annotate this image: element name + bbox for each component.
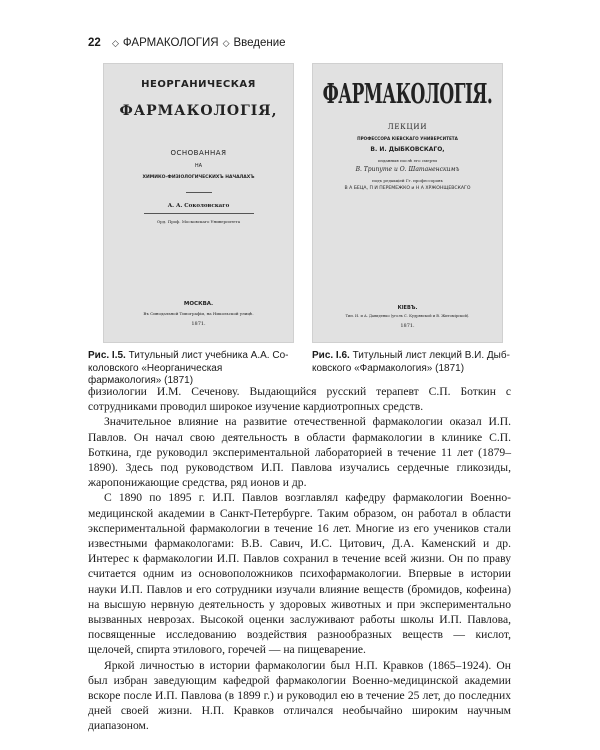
figure-caption-right: [312, 350, 512, 375]
plate-line3: ОСНОВАННАЯ: [170, 149, 227, 157]
plate-divider: [144, 213, 254, 214]
plate-city: МОСКВА.: [183, 301, 214, 307]
plate-press: Тип. И. и А. Давиденко (уголъ С. Кудрявской и В. Житомірской).: [345, 314, 470, 318]
plate-professors: В А БЕЦА, П И ПЕРЕМЕЖКО и Н А ХРЖОНЩЕВСКАГО: [344, 186, 471, 191]
caption-label: Рис. I.5.: [88, 350, 126, 361]
plate-line3: ПРОФЕССОРА КІЕВСКАГО УНИВЕРСИТЕТА: [357, 136, 458, 141]
diamond-icon: ◇: [112, 38, 119, 48]
plate-line4: НА: [194, 163, 203, 169]
plate-title-line2: ФАРМАКОЛОГІЯ,: [119, 103, 278, 119]
plate-line5: изданныя послѣ его смерти: [378, 158, 437, 163]
plate-title: ФАРМАКОЛОГІЯ.: [322, 78, 493, 111]
running-header: [88, 37, 286, 49]
plate-author: В. И. ДЫБКОВСКАГО,: [370, 146, 445, 153]
paragraph: физиологии И.М. Сеченову. Выдающийся русский терапевт С.П. Боткин с сотрудниками проводил широкое изучение кардиотропных средств.: [88, 385, 511, 414]
title-page-image-right: [312, 63, 503, 343]
paragraph: Яркой личностью в истории фармакологии был Н.П. Кравков (1865–1924). Он был избран заведующим кафедрой фармакологии Военно-медицинской академии вскоре после И.П. Павлова (в 1899 г.) и руководил ею в течение 25 лет, до последних дней своей жизни. Н.П. Кравков отличался необычайно широким научным диапазоном.: [88, 658, 511, 733]
header-section: ФАРМАКОЛОГИЯ: [122, 37, 219, 49]
diamond-icon: ◇: [222, 38, 230, 48]
page-number: 22: [88, 37, 101, 49]
plate-year: 1871.: [400, 323, 415, 329]
plate-press: Въ Синодальной Типографіи, на Никольской улицѣ.: [143, 311, 254, 316]
plate-author-title: Орд. Проф. Московскаго Университета: [156, 219, 241, 224]
plate-city: КІЕВЪ.: [397, 305, 418, 311]
plate-line7: подъ редакціей Гг. профессоровъ: [372, 178, 443, 183]
caption-label: Рис. I.6.: [312, 350, 350, 361]
paragraph: Значительное влияние на развитие отечественной фармакологии оказал И.П. Павлов. Он начал свою деятельность в области фармакологии в клинике С.П. Боткина, где руководил экспериментальной лабораторией в течение 11 лет (1879–1890). Здесь под руководством И.П. Павлова изучались сердечные гликозиды, жаропонижающие средства, ряд ионов и др.: [88, 415, 511, 490]
figure-caption-left: [88, 350, 296, 388]
plate-divider: [186, 192, 212, 193]
paragraph: С 1890 по 1895 г. И.П. Павлов возглавлял кафедру фармакологии Военно-медицинской академии в Санкт-Петербурге. Таким образом, он работал в области экспериментальной фармакологии в течение 16 лет. Многие из его учеников стали известными фармакологами: В.В. Савич, И.С. Цитович, Д.А. Каменский и др. Интерес к фармакологии И.П. Павлов сохранил в течение всей жизни. Он по праву считается одним из основоположников психофармакологии. Впервые в истории науки И.П. Павлов и его сотрудники изучали влияние веществ (бромидов, кофеина) на высшую нервную деятельность у здоровых животных и при экспериментально вызванных неврозах. Высокой оценки заслуживают работы школы И.П. Павлова, посвященные исследованию воздействия разнообразных веществ — кислот, щелочей, спирта этилового, горечей — на пищеварение.: [88, 491, 511, 657]
plate-title-line1: НЕОРГАНИЧЕСКАЯ: [141, 79, 256, 90]
plate-line2: ЛЕКЦИИ: [387, 123, 428, 131]
caption-text: Титульный лист учебника А.А. Со-коловского «Неорганическая фармакология» (1871): [88, 350, 289, 386]
plate-year: 1871.: [191, 321, 206, 327]
title-page-image-left: [103, 63, 294, 343]
plate-editors: В. Трипуте и О. Шатаненскимъ: [355, 166, 460, 173]
plate-line5: ХИМИКО-ФИЗІОЛОГИЧЕСКИХЪ НАЧАЛАХЪ: [142, 175, 255, 180]
header-subsection: Введение: [233, 37, 286, 49]
caption-text: Титульный лист лекций В.И. Дыб-ковского «Фармакология» (1871): [312, 350, 510, 374]
body-text: [88, 384, 511, 734]
plate-author: А. А. Соколовскаго: [167, 203, 230, 209]
